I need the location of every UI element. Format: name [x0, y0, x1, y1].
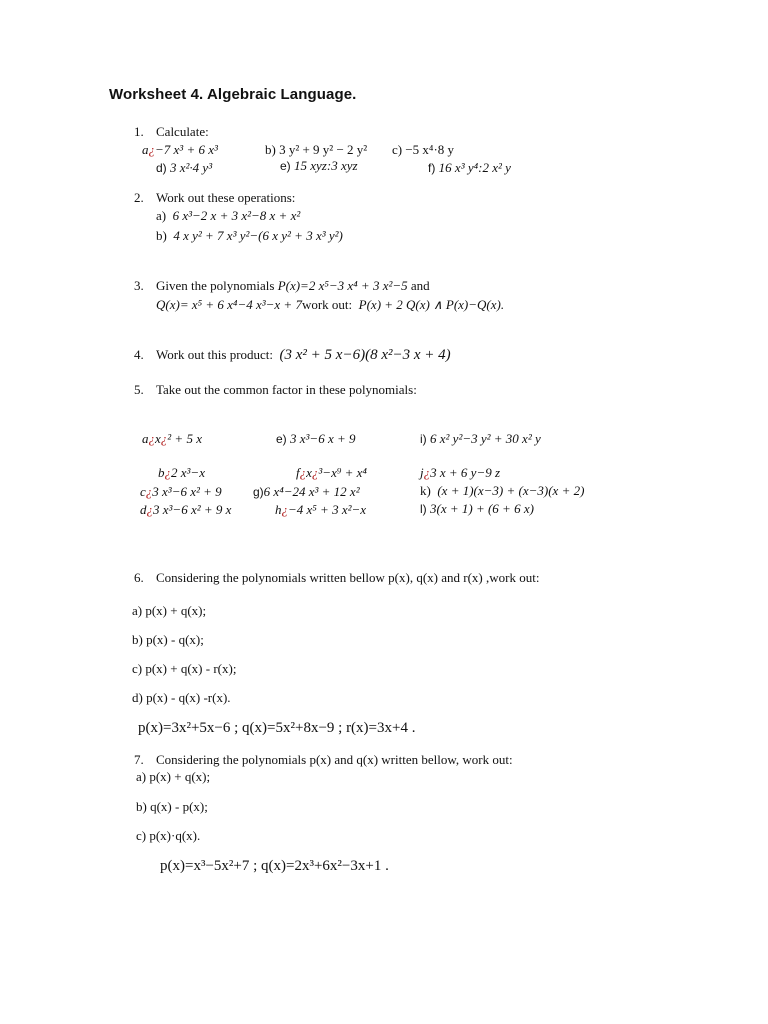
- ex7-item-b: b) q(x) - p(x);: [136, 799, 208, 814]
- exercise-5-prompt: Take out the common factor in these polynomials:: [156, 382, 417, 397]
- exercise-3-number: 3.: [134, 278, 144, 293]
- garbled-glyph: ¿: [148, 142, 155, 157]
- exercise-2-number: 2.: [134, 190, 144, 205]
- ex5-item-l: l) 3(x + 1) + (6 + 6 x): [420, 501, 534, 516]
- exercise-7-number: 7.: [134, 752, 144, 767]
- exercise-5-number: 5.: [134, 382, 144, 397]
- ex5-item-f: f¿x¿³−x⁹ + x⁴: [296, 465, 367, 480]
- ex5-item-e: e) 3 x³−6 x + 9: [276, 431, 356, 446]
- ex5-item-d: d¿3 x³−6 x² + 9 x: [140, 502, 232, 517]
- ex5-item-a: a¿x¿² + 5 x: [142, 431, 202, 446]
- worksheet-title: Worksheet 4. Algebraic Language.: [109, 86, 357, 103]
- exercise-6-number: 6.: [134, 570, 144, 585]
- ex7-item-c: c) p(x)·q(x).: [136, 828, 201, 843]
- exercise-3-line-1: Given the polynomials P(x)=2 x⁵−3 x⁴ + 3 x²−5 and: [156, 278, 430, 293]
- ex1-item-e: e) 15 xyz:3 xyz: [280, 158, 358, 173]
- ex6-item-d: d) p(x) - q(x) -r(x).: [132, 690, 231, 705]
- ex5-item-i: i) 6 x² y²−3 y² + 30 x² y: [420, 431, 541, 446]
- exercise-2-prompt: Work out these operations:: [156, 190, 296, 205]
- ex2-item-b: b) 4 x y² + 7 x³ y²−(6 x y² + 3 x³ y²): [156, 228, 343, 243]
- ex5-item-g: g)6 x⁴−24 x³ + 12 x²: [253, 484, 360, 499]
- ex5-item-h: h¿−4 x⁵ + 3 x²−x: [275, 502, 367, 517]
- ex5-item-k: k) (x + 1)(x−3) + (x−3)(x + 2): [420, 483, 585, 498]
- ex7-polynomials: p(x)=x³−5x²+7 ; q(x)=2x³+6x²−3x+1 .: [160, 858, 389, 874]
- ex1-item-b: b) 3 y² + 9 y² − 2 y²: [265, 142, 368, 157]
- exercise-3-line-2: Q(x)= x⁵ + 6 x⁴−4 x³−x + 7work out: P(x) + 2 Q(x) ∧ P(x)−Q(x).: [156, 297, 505, 312]
- ex6-polynomials: p(x)=3x²+5x−6 ; q(x)=5x²+8x−9 ; r(x)=3x+4 .: [138, 720, 416, 736]
- ex1-item-f: f) 16 x³ y⁴:2 x² y: [428, 160, 511, 175]
- ex7-item-a: a) p(x) + q(x);: [136, 769, 211, 784]
- exercise-4-number: 4.: [134, 347, 144, 362]
- ex1-item-c: c) −5 x⁴·8 y: [392, 142, 455, 157]
- ex5-item-b: b¿2 x³−x: [158, 465, 205, 480]
- ex1-item-a: a¿−7 x³ + 6 x³: [142, 142, 218, 157]
- ex6-item-a: a) p(x) + q(x);: [132, 603, 207, 618]
- ex2-item-a: a) 6 x³−2 x + 3 x²−8 x + x²: [156, 208, 301, 223]
- ex1-item-d: d) 3 x²·4 y³: [156, 160, 213, 175]
- ex5-item-j: j¿3 x + 6 y−9 z: [420, 465, 501, 480]
- exercise-4-prompt: Work out this product: (3 x² + 5 x−6)(8 x²−3 x + 4): [156, 347, 451, 363]
- exercise-6-prompt: Considering the polynomials written bellow p(x), q(x) and r(x) ,work out:: [156, 570, 540, 585]
- exercise-7-prompt: Considering the polynomials p(x) and q(x) written bellow, work out:: [156, 752, 513, 767]
- exercise-1-number: 1.: [134, 124, 144, 139]
- exercise-1-prompt: Calculate:: [156, 124, 209, 139]
- ex5-item-c: c¿3 x³−6 x² + 9: [140, 484, 222, 499]
- ex6-item-c: c) p(x) + q(x) - r(x);: [132, 661, 237, 676]
- ex6-item-b: b) p(x) - q(x);: [132, 632, 204, 647]
